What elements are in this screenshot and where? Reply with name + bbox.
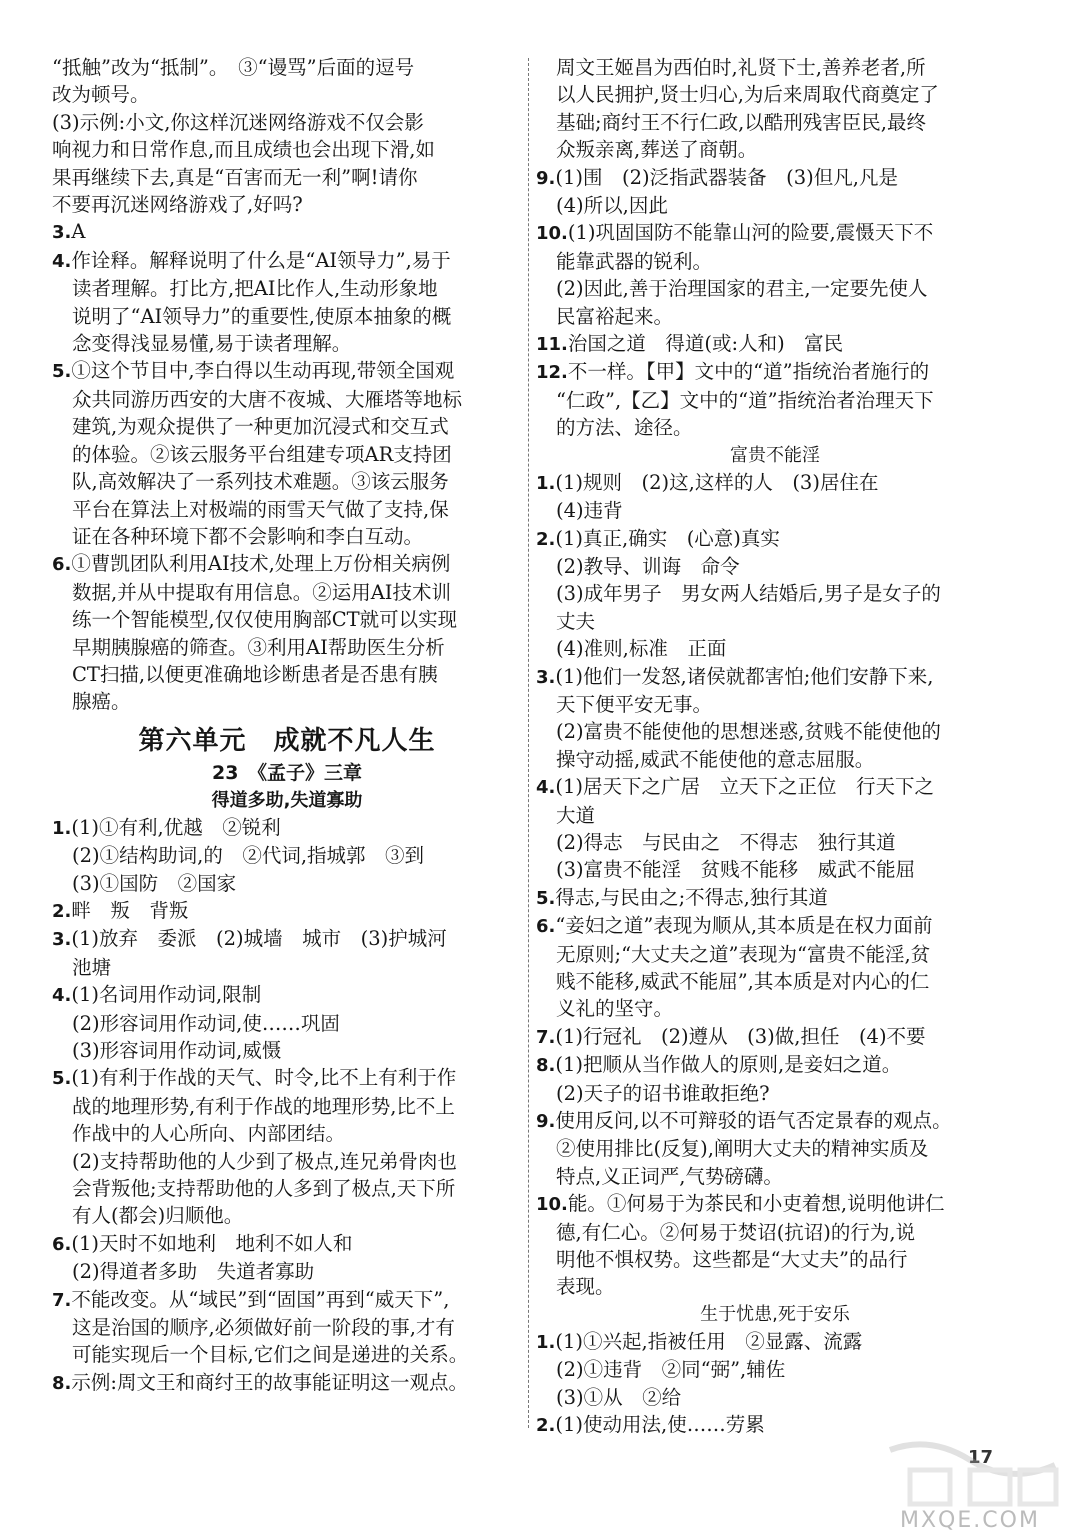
question-number: 6. xyxy=(52,554,72,576)
answer-text: 作诠释。解释说明了什么是“AI领导力”,易于 xyxy=(71,248,451,272)
answers-block-dedao xyxy=(52,814,522,1398)
answer-text: (1)①兴起,指被任用 ②显露、流露 xyxy=(555,1329,863,1353)
answer-line xyxy=(52,1369,522,1397)
answers-block-fugui xyxy=(536,469,1014,1301)
answer-text: (1)巩固国防不能靠山河的险要,震慑天下不 xyxy=(567,221,934,245)
answer-text: 大道 xyxy=(556,803,596,827)
answer-text: 以人民拥护,贤士归心,为后来周取代商奠定了 xyxy=(556,83,939,107)
answer-text: 练一个智能模型,仅仅使用胸部CT就可以实现 xyxy=(72,608,458,632)
answer-text: 的体验。②该云服务平台组建专项AR支持团 xyxy=(72,442,452,466)
answer-line xyxy=(536,1384,1014,1411)
answer-line xyxy=(52,413,522,440)
answer-line xyxy=(52,441,522,468)
answer-line xyxy=(536,136,1014,163)
answer-text: CT扫描,以便更准确地诊断患者是否患有胰 xyxy=(72,662,438,686)
answer-line xyxy=(52,579,522,606)
answer-line xyxy=(536,219,1014,247)
answer-line xyxy=(536,1356,1014,1383)
answer-line xyxy=(52,218,522,246)
answer-text: (1)名词用作动词,限制 xyxy=(71,983,262,1007)
question-number: 6. xyxy=(52,1233,72,1255)
answer-text: 果再继续下去,真是“百害而无一利”啊!请你 xyxy=(52,165,418,189)
answer-line xyxy=(52,925,522,953)
answer-line xyxy=(536,164,1014,192)
answer-text: (2)①结构助词,的 ②代词,指城郭 ③到 xyxy=(72,844,425,868)
answer-line xyxy=(536,275,1014,302)
answer-line xyxy=(536,608,1014,635)
answer-text: 念变得浅显易懂,易于读者理解。 xyxy=(72,332,352,356)
answer-text: (4)所以,因此 xyxy=(556,194,668,218)
answer-text: (3)成年男子 男女两人结婚后,男子是女子的 xyxy=(556,582,941,606)
answer-text: ①这个节目中,李白得以生动再现,带领全国观 xyxy=(71,359,455,383)
answer-text: (3)形容词用作动词,威慑 xyxy=(72,1039,282,1062)
answer-line xyxy=(536,1080,1014,1107)
answer-text: 特点,义正词严,气势磅礴。 xyxy=(556,1164,783,1188)
answer-text: ②使用排比(反复),阐明大丈夫的精神实质及 xyxy=(556,1137,929,1161)
answer-line xyxy=(536,1411,1014,1439)
answer-line xyxy=(52,1341,522,1368)
answer-line xyxy=(52,870,522,897)
answer-line xyxy=(536,1135,1014,1162)
answer-text: 表现。 xyxy=(556,1275,615,1299)
question-number: 7. xyxy=(52,1289,72,1311)
question-number: 10. xyxy=(536,1194,568,1216)
question-number: 10. xyxy=(536,223,568,245)
answer-text: 不一样。【甲】文中的“道”指统治者施行的 xyxy=(567,360,930,384)
answer-line xyxy=(536,1246,1014,1273)
answer-line xyxy=(52,688,522,715)
answer-text: 德,有仁心。②何易于焚诏(抗诏)的行为,说 xyxy=(556,1220,916,1244)
answer-line xyxy=(536,1163,1014,1190)
question-number: 5. xyxy=(52,361,72,383)
answer-line xyxy=(52,661,522,688)
answer-text: (3)富贵不能淫 贫贱不能移 威武不能屈 xyxy=(556,858,916,882)
answer-line xyxy=(52,634,522,661)
answer-line xyxy=(536,718,1014,745)
answer-line xyxy=(52,330,522,357)
answer-text: (1)放弃 委派 (2)城墙 城市 (3)护城河 xyxy=(71,927,447,951)
answer-line xyxy=(536,580,1014,607)
question-number: 1. xyxy=(536,472,556,494)
answer-line xyxy=(52,1093,522,1120)
answer-text: 证在各种环境下都不会影响和李白互动。 xyxy=(72,524,424,548)
answer-line xyxy=(52,81,522,108)
answer-text: 战的地理形势,有利于作战的地理形势,比不上 xyxy=(72,1094,455,1118)
answer-line xyxy=(52,1202,522,1229)
answer-text: (4)违背 xyxy=(556,499,623,523)
left-column xyxy=(52,54,522,1397)
answer-line xyxy=(52,981,522,1009)
answer-line xyxy=(536,856,1014,883)
answer-line xyxy=(536,525,1014,553)
answer-line xyxy=(52,54,522,81)
answer-text: (1)①有利,优越 ②锐利 xyxy=(71,815,281,839)
answer-text: 腺癌。 xyxy=(72,690,131,714)
answer-line xyxy=(52,1175,522,1202)
answer-line xyxy=(536,54,1014,81)
answer-text: (2)因此,善于治理国家的君主,一定要先使人 xyxy=(556,277,928,301)
right-column xyxy=(536,54,1014,1440)
answer-text: 丈夫 xyxy=(556,609,596,633)
answer-text: 早期胰腺癌的筛查。③利用AI帮助医生分析 xyxy=(72,635,445,659)
answer-text: (4)准则,标准 正面 xyxy=(556,637,727,661)
answer-text: 池塘 xyxy=(72,955,112,979)
answer-text: (2)形容词用作动词,使……巩固 xyxy=(72,1011,340,1035)
answer-text: 示例:周文王和商纣王的故事能证明这一观点。 xyxy=(71,1370,468,1394)
answer-text: 义礼的坚守。 xyxy=(556,997,674,1021)
answer-text: 众叛亲离,葬送了商朝。 xyxy=(556,138,758,162)
answer-line xyxy=(52,842,522,869)
answer-text: (2)得道者多助 失道者寡助 xyxy=(72,1260,315,1284)
answer-text: (1)天时不如地利 地利不如人和 xyxy=(71,1231,353,1255)
answer-line xyxy=(536,746,1014,773)
answer-text: (1)把顺从当作做人的原则,是妾妇之道。 xyxy=(555,1053,902,1077)
answer-line xyxy=(536,663,1014,691)
answer-text: 无原则;“大丈夫之道”表现为“富贵不能淫,贫 xyxy=(556,942,931,966)
answer-text: 不能改变。从“域民”到“固国”再到“威天下”, xyxy=(71,1287,450,1311)
answer-line xyxy=(52,357,522,385)
question-number: 5. xyxy=(52,1068,72,1090)
question-number: 3. xyxy=(52,929,72,951)
answer-line xyxy=(536,303,1014,330)
answer-line xyxy=(52,523,522,550)
watermark-text: MXQE.COM xyxy=(900,1508,1040,1533)
answer-line xyxy=(52,1230,522,1258)
answer-text: 平台在算法上对极端的雨雪天气做了支持,保 xyxy=(72,497,449,521)
answer-line xyxy=(52,1010,522,1037)
section-title-dedao: 得道多助,失道寡助 xyxy=(211,789,363,811)
answer-line xyxy=(52,897,522,925)
question-number: 7. xyxy=(536,1026,556,1048)
answer-text: 改为顿号。 xyxy=(52,83,150,107)
question-number: 3. xyxy=(536,666,556,688)
answer-line xyxy=(52,550,522,578)
answer-text: (1)使动用法,使……劳累 xyxy=(555,1413,765,1437)
question-number: 1. xyxy=(52,817,72,839)
answer-line xyxy=(536,995,1014,1022)
answer-text: (2)富贵不能使他的思想迷惑,贫贱不能使他的 xyxy=(556,720,941,744)
answer-line xyxy=(536,414,1014,441)
answer-text: (2)天子的诏书谁敢拒绝? xyxy=(556,1081,770,1105)
answer-line xyxy=(536,802,1014,829)
answer-line xyxy=(52,386,522,413)
answer-line xyxy=(536,1107,1014,1135)
answer-line xyxy=(536,1190,1014,1218)
question-number: 4. xyxy=(536,777,556,799)
question-number: 6. xyxy=(536,916,556,938)
answer-line xyxy=(52,303,522,330)
answer-line xyxy=(52,247,522,275)
lesson-title: 23 《孟子》三章 xyxy=(212,761,362,784)
answer-text: 读者理解。打比方,把AI比作人,生动形象地 xyxy=(72,277,438,301)
section-title-fugui: 富贵不能淫 xyxy=(730,444,820,466)
answer-line xyxy=(52,496,522,523)
answer-text: (2)得志 与民由之 不得志 独行其道 xyxy=(556,830,896,854)
answer-text: 能靠武器的锐利。 xyxy=(556,249,713,273)
answer-line xyxy=(536,358,1014,386)
answer-line xyxy=(536,1023,1014,1051)
answer-text: 民富裕起来。 xyxy=(556,304,674,328)
answer-line xyxy=(52,164,522,191)
question-number: 9. xyxy=(536,167,556,189)
answer-text: 会背叛他;支持帮助他的人多到了极点,天下所 xyxy=(72,1177,456,1201)
answer-line xyxy=(536,912,1014,940)
answer-line xyxy=(536,553,1014,580)
answer-text: “仁政”,【乙】文中的“道”指统治者治理天下 xyxy=(556,388,934,412)
answer-text: ①曹凯团队利用AI技术,处理上万份相关病例 xyxy=(71,552,451,576)
answer-line xyxy=(52,136,522,163)
question-number: 9. xyxy=(536,1111,556,1133)
answer-text: 得志,与民由之;不得志,独行其道 xyxy=(555,885,828,909)
question-number: 8. xyxy=(52,1372,72,1394)
answer-text: 的方法、途径。 xyxy=(556,416,693,440)
section-title-shengyu: 生于忧患,死于安乐 xyxy=(700,1303,850,1325)
answer-text: (3)示例:小文,你这样沉迷网络游戏不仅会影 xyxy=(52,110,424,134)
answer-text: 基础;商纣王不行仁政,以酷刑残害臣民,最终 xyxy=(556,110,926,134)
unit-title: 第六单元 成就不凡人生 xyxy=(138,725,436,756)
answer-line xyxy=(536,968,1014,995)
answer-text: (1)他们一发怒,诸侯就都害怕;他们安静下来, xyxy=(555,664,934,688)
answer-line xyxy=(52,954,522,981)
answer-line xyxy=(52,1314,522,1341)
answer-text: “抵触”改为“抵制”。 ③“谩骂”后面的逗号 xyxy=(52,56,415,79)
answer-text: (2)支持帮助他的人少到了极点,连兄弟骨肉也 xyxy=(72,1149,457,1173)
answer-line xyxy=(536,635,1014,662)
answer-text: 能。①何易于为茶民和小吏着想,说明他讲仁 xyxy=(567,1192,945,1216)
answer-line xyxy=(52,191,522,218)
answers-block-shengyu xyxy=(536,1328,1014,1440)
answer-line xyxy=(536,387,1014,414)
answer-text: (1)有利于作战的天气、时令,比不上有利于作 xyxy=(71,1066,457,1090)
answers-block-top xyxy=(52,54,522,716)
answer-text: (1)围 (2)泛指武器装备 (3)但凡,凡是 xyxy=(555,165,898,189)
column-divider xyxy=(528,58,529,1428)
answer-line xyxy=(536,1328,1014,1356)
answer-text: (3)①国防 ②国家 xyxy=(72,871,237,895)
answer-line xyxy=(536,469,1014,497)
answer-line xyxy=(536,248,1014,275)
answer-line xyxy=(52,1064,522,1092)
answer-text: 有人(都会)归顺他。 xyxy=(72,1204,244,1228)
answer-text: 作战中的人心所向、内部团结。 xyxy=(72,1122,346,1146)
answer-line xyxy=(52,109,522,136)
answer-line xyxy=(536,192,1014,219)
question-number: 3. xyxy=(52,222,72,244)
answer-text: 众共同游历西安的大唐不夜城、大雁塔等地标 xyxy=(72,387,463,411)
answer-line xyxy=(52,814,522,842)
answer-text: 响视力和日常作息,而且成绩也会出现下滑,如 xyxy=(52,138,435,162)
answer-line xyxy=(52,1037,522,1064)
answer-text: 明他不惧权势。这些都是“大丈夫”的品行 xyxy=(556,1248,908,1272)
answer-line xyxy=(536,81,1014,108)
question-number: 2. xyxy=(536,528,556,550)
question-number: 12. xyxy=(536,362,568,384)
answers-block-continued xyxy=(536,54,1014,442)
answer-line xyxy=(52,1286,522,1314)
answer-text: 畔 叛 背叛 xyxy=(71,898,189,922)
answer-text: 队,高效解决了一系列技术难题。③该云服务 xyxy=(72,470,449,494)
question-number: 8. xyxy=(536,1055,556,1077)
answer-line xyxy=(52,1120,522,1147)
question-number: 11. xyxy=(536,334,568,356)
answer-text: (2)①违背 ②同“弼”,辅佐 xyxy=(556,1358,786,1382)
answer-text: (3)①从 ②给 xyxy=(556,1385,682,1409)
answer-line xyxy=(52,275,522,302)
answer-text: 治国之道 得道(或:人和) 富民 xyxy=(567,332,844,356)
answer-text: 贱不能移,威武不能屈”,其本质是对内心的仁 xyxy=(556,970,930,993)
answer-text: (1)真正,确实 (心意)真实 xyxy=(555,526,780,550)
answer-line xyxy=(536,941,1014,968)
answer-text: (2)教导、训诲 命令 xyxy=(556,554,740,578)
answer-text: 不要再沉迷网络游戏了,好吗? xyxy=(52,193,303,217)
answer-text: 使用反问,以不可辩驳的语气否定景春的观点。 xyxy=(555,1109,952,1133)
answer-line xyxy=(536,330,1014,358)
question-number: 4. xyxy=(52,985,72,1007)
answer-line xyxy=(52,606,522,633)
answer-text: A xyxy=(71,220,86,244)
answer-text: 数据,并从中提取有用信息。②运用AI技术训 xyxy=(72,580,451,604)
answer-line xyxy=(536,884,1014,912)
question-number: 1. xyxy=(536,1331,556,1353)
answer-line xyxy=(52,1148,522,1175)
question-number: 5. xyxy=(536,887,556,909)
answer-line xyxy=(536,497,1014,524)
answer-text: (1)规则 (2)这,这样的人 (3)居住在 xyxy=(555,470,879,494)
question-number: 4. xyxy=(52,250,72,272)
page-number: 17 xyxy=(968,1447,994,1468)
answer-line xyxy=(536,829,1014,856)
answer-text: “妾妇之道”表现为顺从,其本质是在权力面前 xyxy=(555,914,933,938)
answer-line xyxy=(536,1273,1014,1300)
answer-text: 可能实现后一个目标,它们之间是递进的关系。 xyxy=(72,1343,469,1367)
answer-text: 操守动摇,威武不能使他的意志屈服。 xyxy=(556,747,875,771)
answer-text: (1)行冠礼 (2)遵从 (3)做,担任 (4)不要 xyxy=(555,1024,926,1048)
answer-line xyxy=(536,109,1014,136)
answer-text: 周文王姬昌为西伯时,礼贤下士,善养老者,所 xyxy=(556,56,926,79)
answer-line xyxy=(536,1051,1014,1079)
answer-text: 这是治国的顺序,必须做好前一阶段的事,才有 xyxy=(72,1316,455,1340)
answer-line xyxy=(52,1258,522,1285)
answer-line xyxy=(52,468,522,495)
answer-line xyxy=(536,1219,1014,1246)
answer-text: 天下便平安无事。 xyxy=(556,692,713,716)
answer-line xyxy=(536,691,1014,718)
answer-text: 说明了“AI领导力”的重要性,使原本抽象的概 xyxy=(72,304,452,328)
question-number: 2. xyxy=(52,900,72,922)
question-number: 2. xyxy=(536,1415,556,1437)
answer-text: (1)居天下之广居 立天下之正位 行天下之 xyxy=(555,775,934,799)
answer-text: 建筑,为观众提供了一种更加沉浸式和交互式 xyxy=(72,415,449,439)
answer-line xyxy=(536,773,1014,801)
